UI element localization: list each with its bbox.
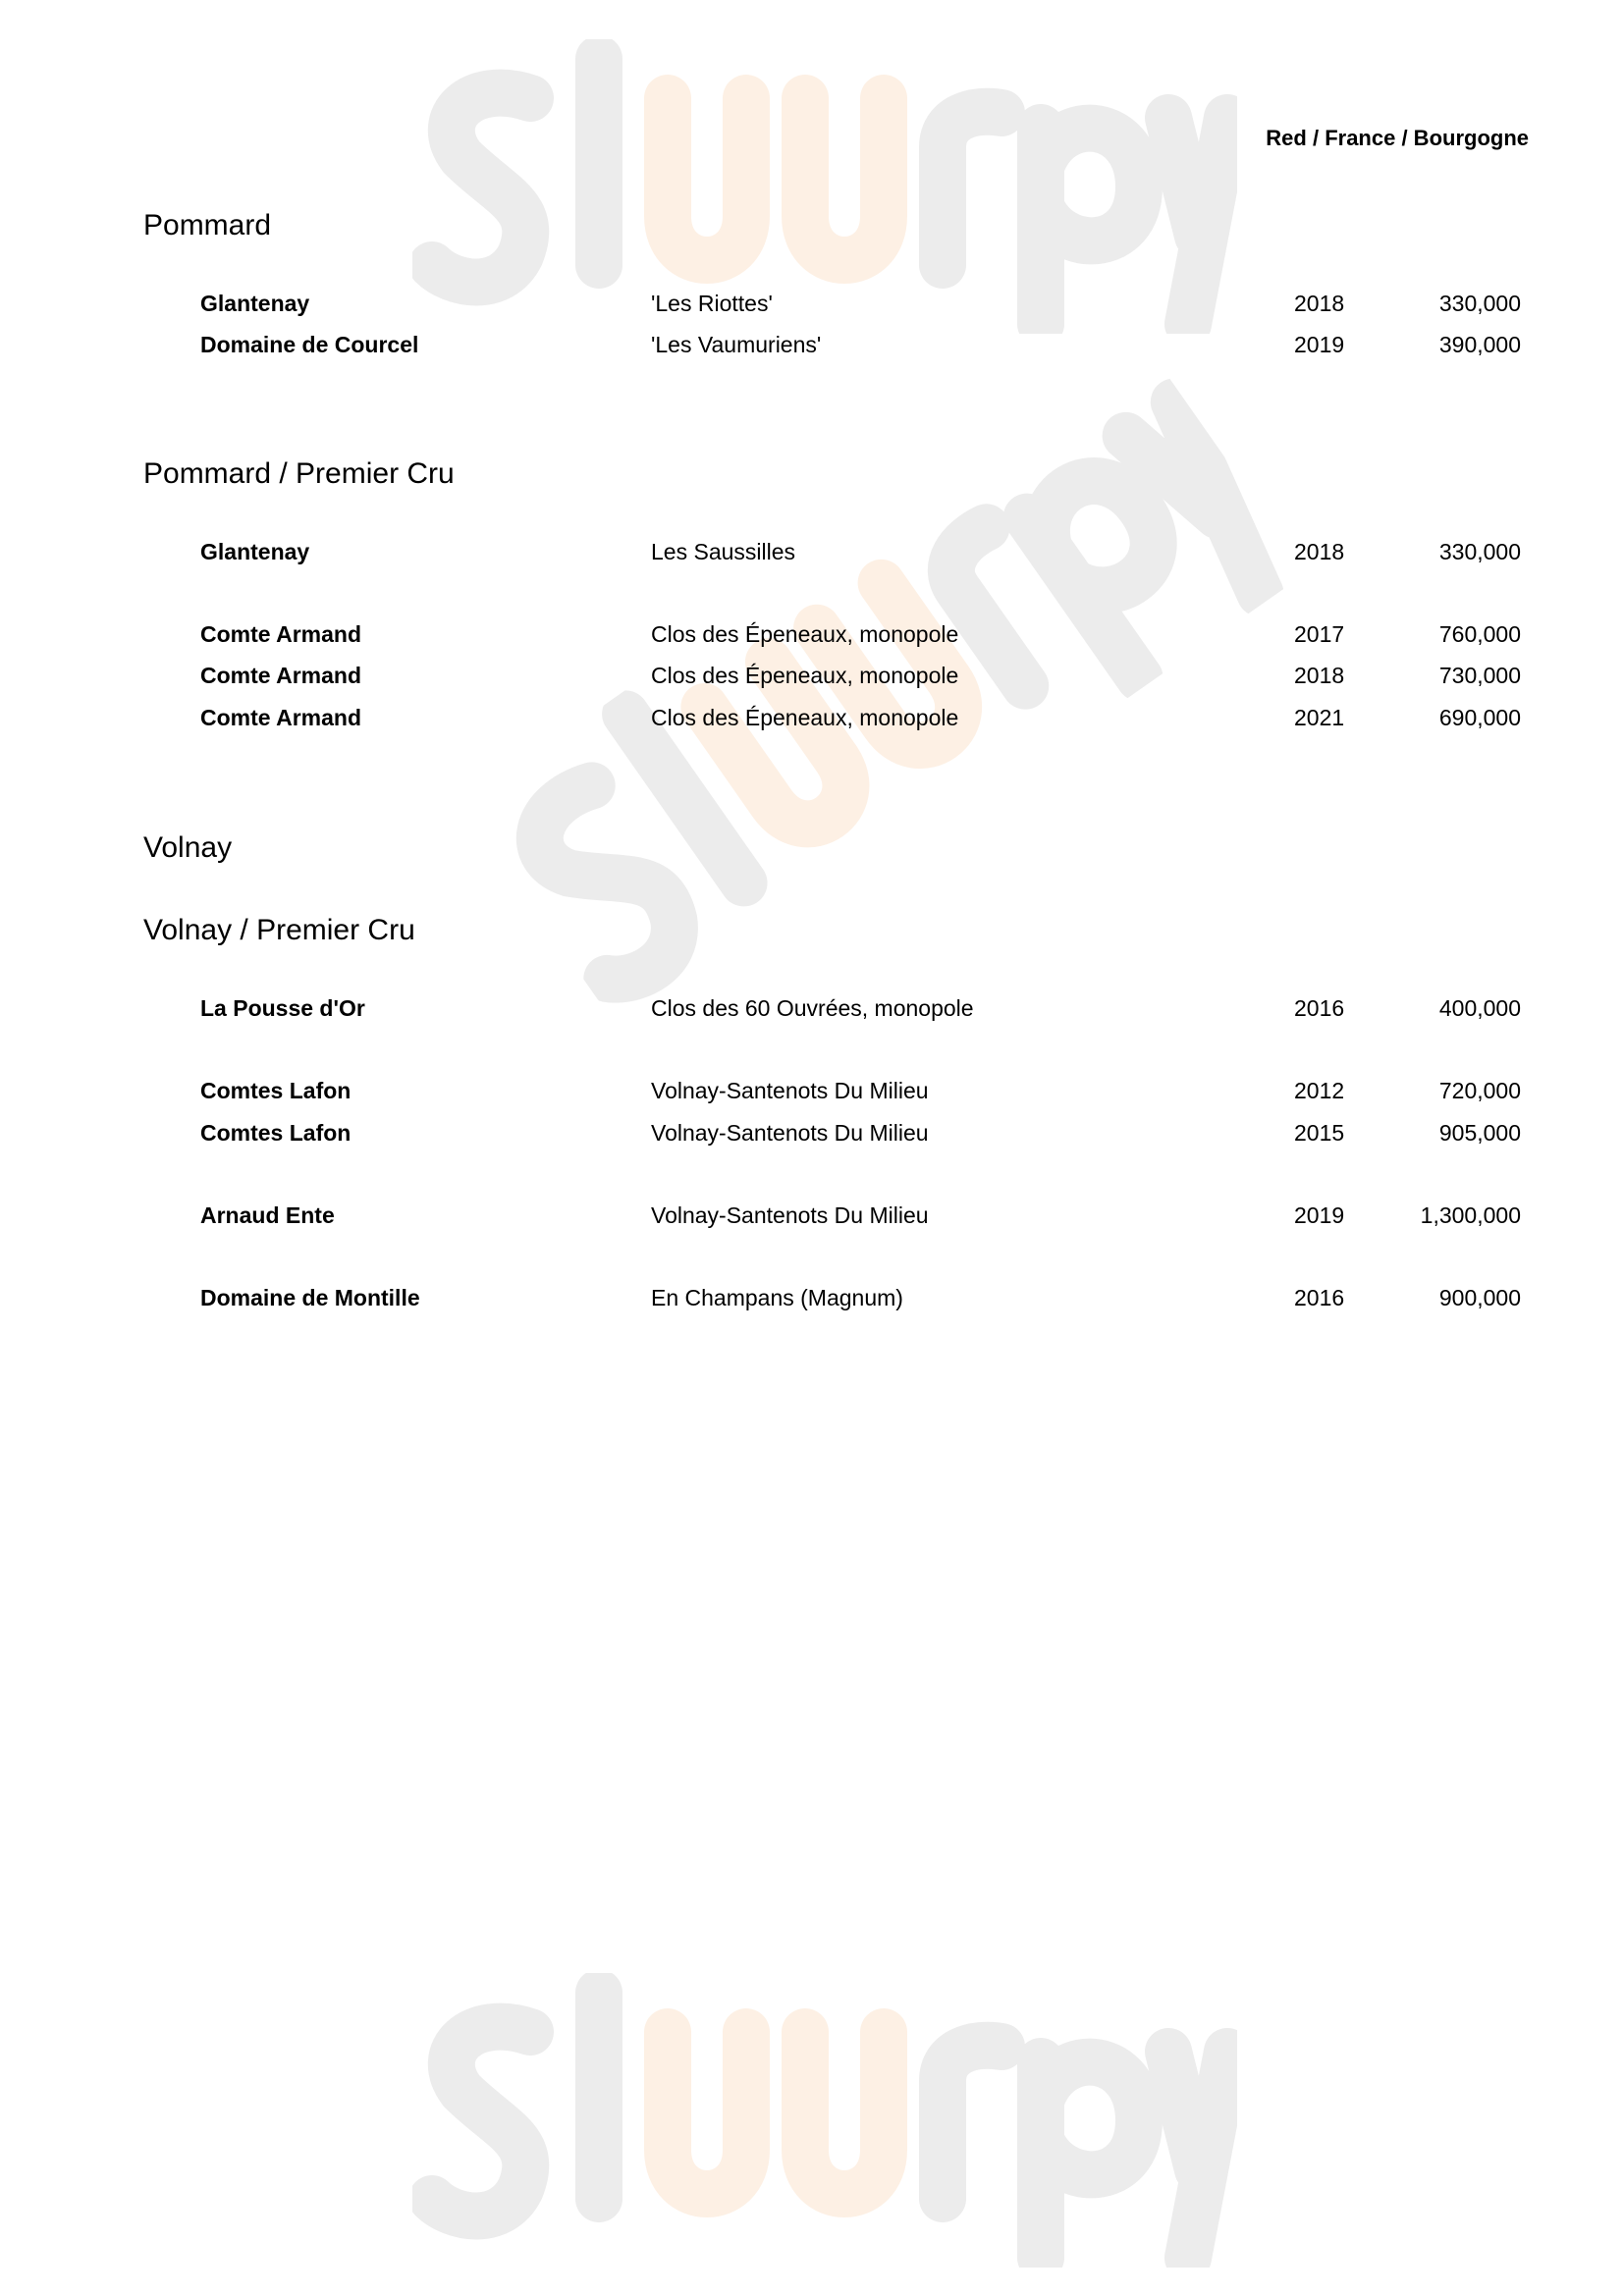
producer: Comtes Lafon (200, 1120, 352, 1146)
price: 330,000 (1438, 291, 1521, 316)
section-title: Volnay / Premier Cru (143, 914, 415, 946)
price: 390,000 (1438, 332, 1521, 357)
price: 690,000 (1438, 705, 1521, 730)
wine-row (0, 705, 1623, 734)
vintage: 2015 (1294, 1120, 1345, 1146)
vintage: 2019 (1294, 1202, 1345, 1228)
price: 905,000 (1438, 1120, 1521, 1146)
wine-row (0, 1078, 1623, 1107)
wine-name: Clos des Épeneaux, monopole (651, 621, 959, 647)
vintage: 2021 (1294, 705, 1345, 730)
section-title: Pommard / Premier Cru (143, 457, 455, 490)
wine-name: 'Les Riottes' (651, 291, 773, 316)
wine-row (0, 1120, 1623, 1149)
price: 760,000 (1438, 621, 1521, 647)
producer: Glantenay (200, 539, 310, 564)
price: 720,000 (1438, 1078, 1521, 1103)
wine-name: Clos des 60 Ouvrées, monopole (651, 995, 974, 1021)
watermark-logo (412, 1973, 1237, 2268)
wine-name: Les Saussilles (651, 539, 796, 564)
producer: Domaine de Montille (200, 1285, 420, 1310)
wine-name: Volnay-Santenots Du Milieu (651, 1078, 929, 1103)
wine-name: Volnay-Santenots Du Milieu (651, 1202, 929, 1228)
section-title: Volnay (143, 831, 233, 864)
wine-name: En Champans (Magnum) (651, 1285, 903, 1310)
wine-row (0, 995, 1623, 1025)
producer: Comtes Lafon (200, 1078, 352, 1103)
wine-row (0, 539, 1623, 568)
wine-row (0, 1202, 1623, 1232)
wine-row (0, 621, 1623, 651)
producer: Domaine de Courcel (200, 332, 419, 357)
vintage: 2018 (1294, 663, 1345, 688)
vintage: 2018 (1294, 291, 1345, 316)
category-header: Red / France / Bourgogne (1266, 126, 1529, 150)
watermark-logo (412, 39, 1237, 334)
wine-name: Clos des Épeneaux, monopole (651, 663, 959, 688)
vintage: 2016 (1294, 1285, 1345, 1310)
price: 1,300,000 (1420, 1202, 1521, 1228)
wine-name: Clos des Épeneaux, monopole (651, 705, 959, 730)
producer: Comte Armand (200, 621, 361, 647)
price: 330,000 (1438, 539, 1521, 564)
producer: La Pousse d'Or (200, 995, 365, 1021)
section-title: Pommard (143, 209, 272, 241)
wine-row (0, 291, 1623, 320)
producer: Comte Armand (200, 705, 361, 730)
price: 900,000 (1438, 1285, 1521, 1310)
vintage: 2018 (1294, 539, 1345, 564)
wine-name: 'Les Vaumuriens' (651, 332, 822, 357)
price: 730,000 (1438, 663, 1521, 688)
producer: Glantenay (200, 291, 310, 316)
vintage: 2019 (1294, 332, 1345, 357)
price: 400,000 (1438, 995, 1521, 1021)
wine-row (0, 332, 1623, 361)
vintage: 2012 (1294, 1078, 1345, 1103)
vintage: 2017 (1294, 621, 1345, 647)
wine-row (0, 1285, 1623, 1314)
producer: Comte Armand (200, 663, 361, 688)
wine-name: Volnay-Santenots Du Milieu (651, 1120, 929, 1146)
vintage: 2016 (1294, 995, 1345, 1021)
producer: Arnaud Ente (200, 1202, 335, 1228)
wine-row (0, 663, 1623, 692)
